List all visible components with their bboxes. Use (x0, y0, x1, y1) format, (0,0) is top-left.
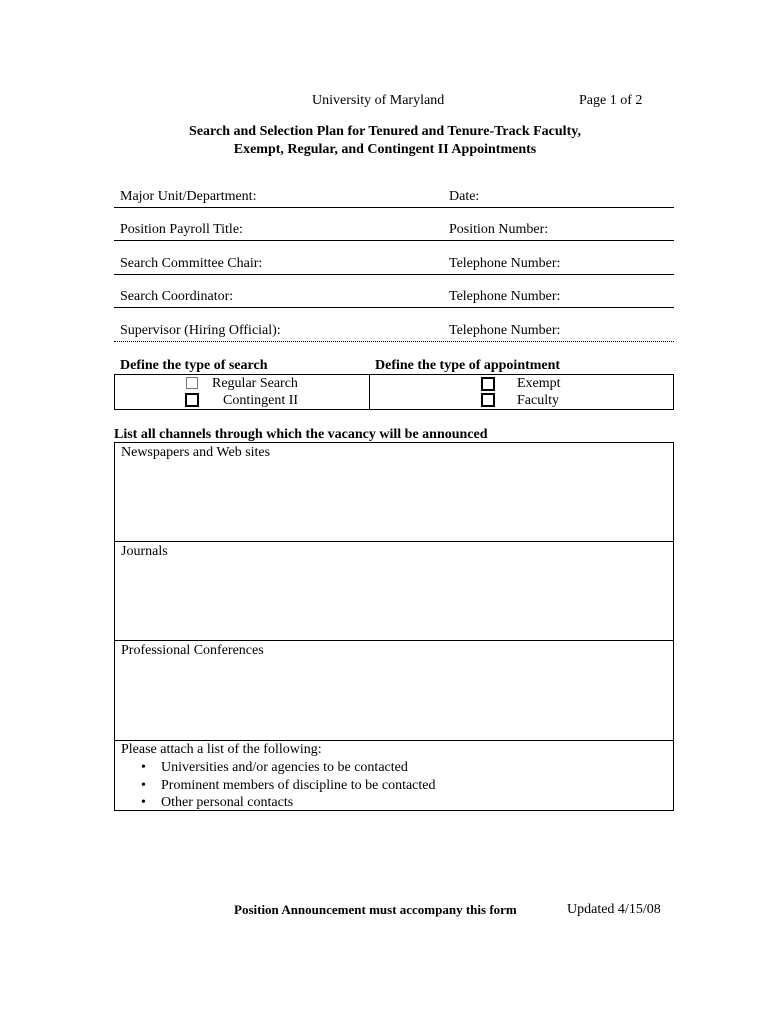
page-indicator: Page 1 of 2 (579, 93, 643, 108)
professional-conferences-label: Professional Conferences (121, 643, 264, 658)
form-title-line2: Exempt, Regular, and Contingent II Appointments (233, 142, 537, 157)
exempt-checkbox[interactable] (481, 377, 495, 391)
attach-list-cell (114, 741, 674, 811)
field-row-payroll[interactable] (114, 219, 674, 241)
professional-conferences-cell[interactable] (114, 641, 674, 741)
newspapers-websites-cell[interactable] (114, 442, 674, 542)
faculty-label: Faculty (517, 393, 559, 408)
appointment-type-heading: Define the type of appointment (375, 358, 561, 373)
field-rule (114, 274, 674, 275)
supervisor-label: Supervisor (Hiring Official): (120, 323, 281, 338)
coordinator-label: Search Coordinator: (120, 289, 234, 304)
contingent-ii-label: Contingent II (223, 393, 299, 408)
contingent-ii-checkbox[interactable] (185, 393, 199, 407)
attach-item-text: Universities and/or agencies to be contacted (161, 760, 408, 775)
date-label: Date: (449, 189, 480, 204)
committee-chair-label: Search Committee Chair: (120, 256, 263, 271)
bullet-icon: • (141, 777, 146, 793)
bullet-icon: • (141, 795, 146, 810)
attach-item-text: Prominent members of discipline to be contacted (161, 777, 436, 793)
search-type-heading: Define the type of search (120, 358, 268, 373)
journals-cell[interactable] (114, 542, 674, 641)
field-rule (114, 341, 674, 342)
list-item (115, 759, 673, 777)
list-item (115, 794, 673, 812)
footer-note: Position Announcement must accompany this form (234, 902, 517, 917)
field-row-chair[interactable] (114, 253, 674, 275)
regular-search-label: Regular Search (212, 376, 298, 391)
payroll-title-label: Position Payroll Title: (120, 222, 243, 237)
regular-search-checkbox[interactable] (186, 377, 198, 389)
major-unit-label: Major Unit/Department: (120, 189, 257, 204)
field-rule (114, 207, 674, 208)
field-row-supervisor[interactable] (114, 320, 674, 342)
university-name: University of Maryland (312, 93, 445, 108)
attach-item-text: Other personal contacts (161, 795, 294, 810)
attach-list (115, 759, 673, 812)
type-box-divider (369, 375, 370, 409)
list-item (115, 777, 673, 795)
form-title-line1: Search and Selection Plan for Tenured and Tenure-Track Faculty, (189, 124, 581, 139)
chair-telephone-label: Telephone Number: (449, 256, 561, 271)
channels-heading: List all channels through which the vacancy will be announced (114, 427, 488, 442)
field-rule (114, 240, 674, 241)
updated-date: Updated 4/15/08 (567, 902, 661, 917)
attach-intro: Please attach a list of the following: (121, 742, 322, 757)
position-number-label: Position Number: (449, 222, 549, 237)
field-rule (114, 307, 674, 308)
type-box (114, 374, 674, 410)
faculty-checkbox[interactable] (481, 393, 495, 407)
supervisor-telephone-label: Telephone Number: (449, 323, 561, 338)
newspapers-websites-label: Newspapers and Web sites (121, 445, 271, 460)
coordinator-telephone-label: Telephone Number: (449, 289, 561, 304)
field-row-coordinator[interactable] (114, 286, 674, 308)
exempt-label: Exempt (517, 376, 561, 391)
field-row-unit[interactable] (114, 186, 674, 208)
bullet-icon: • (141, 760, 146, 775)
journals-label: Journals (121, 544, 168, 559)
